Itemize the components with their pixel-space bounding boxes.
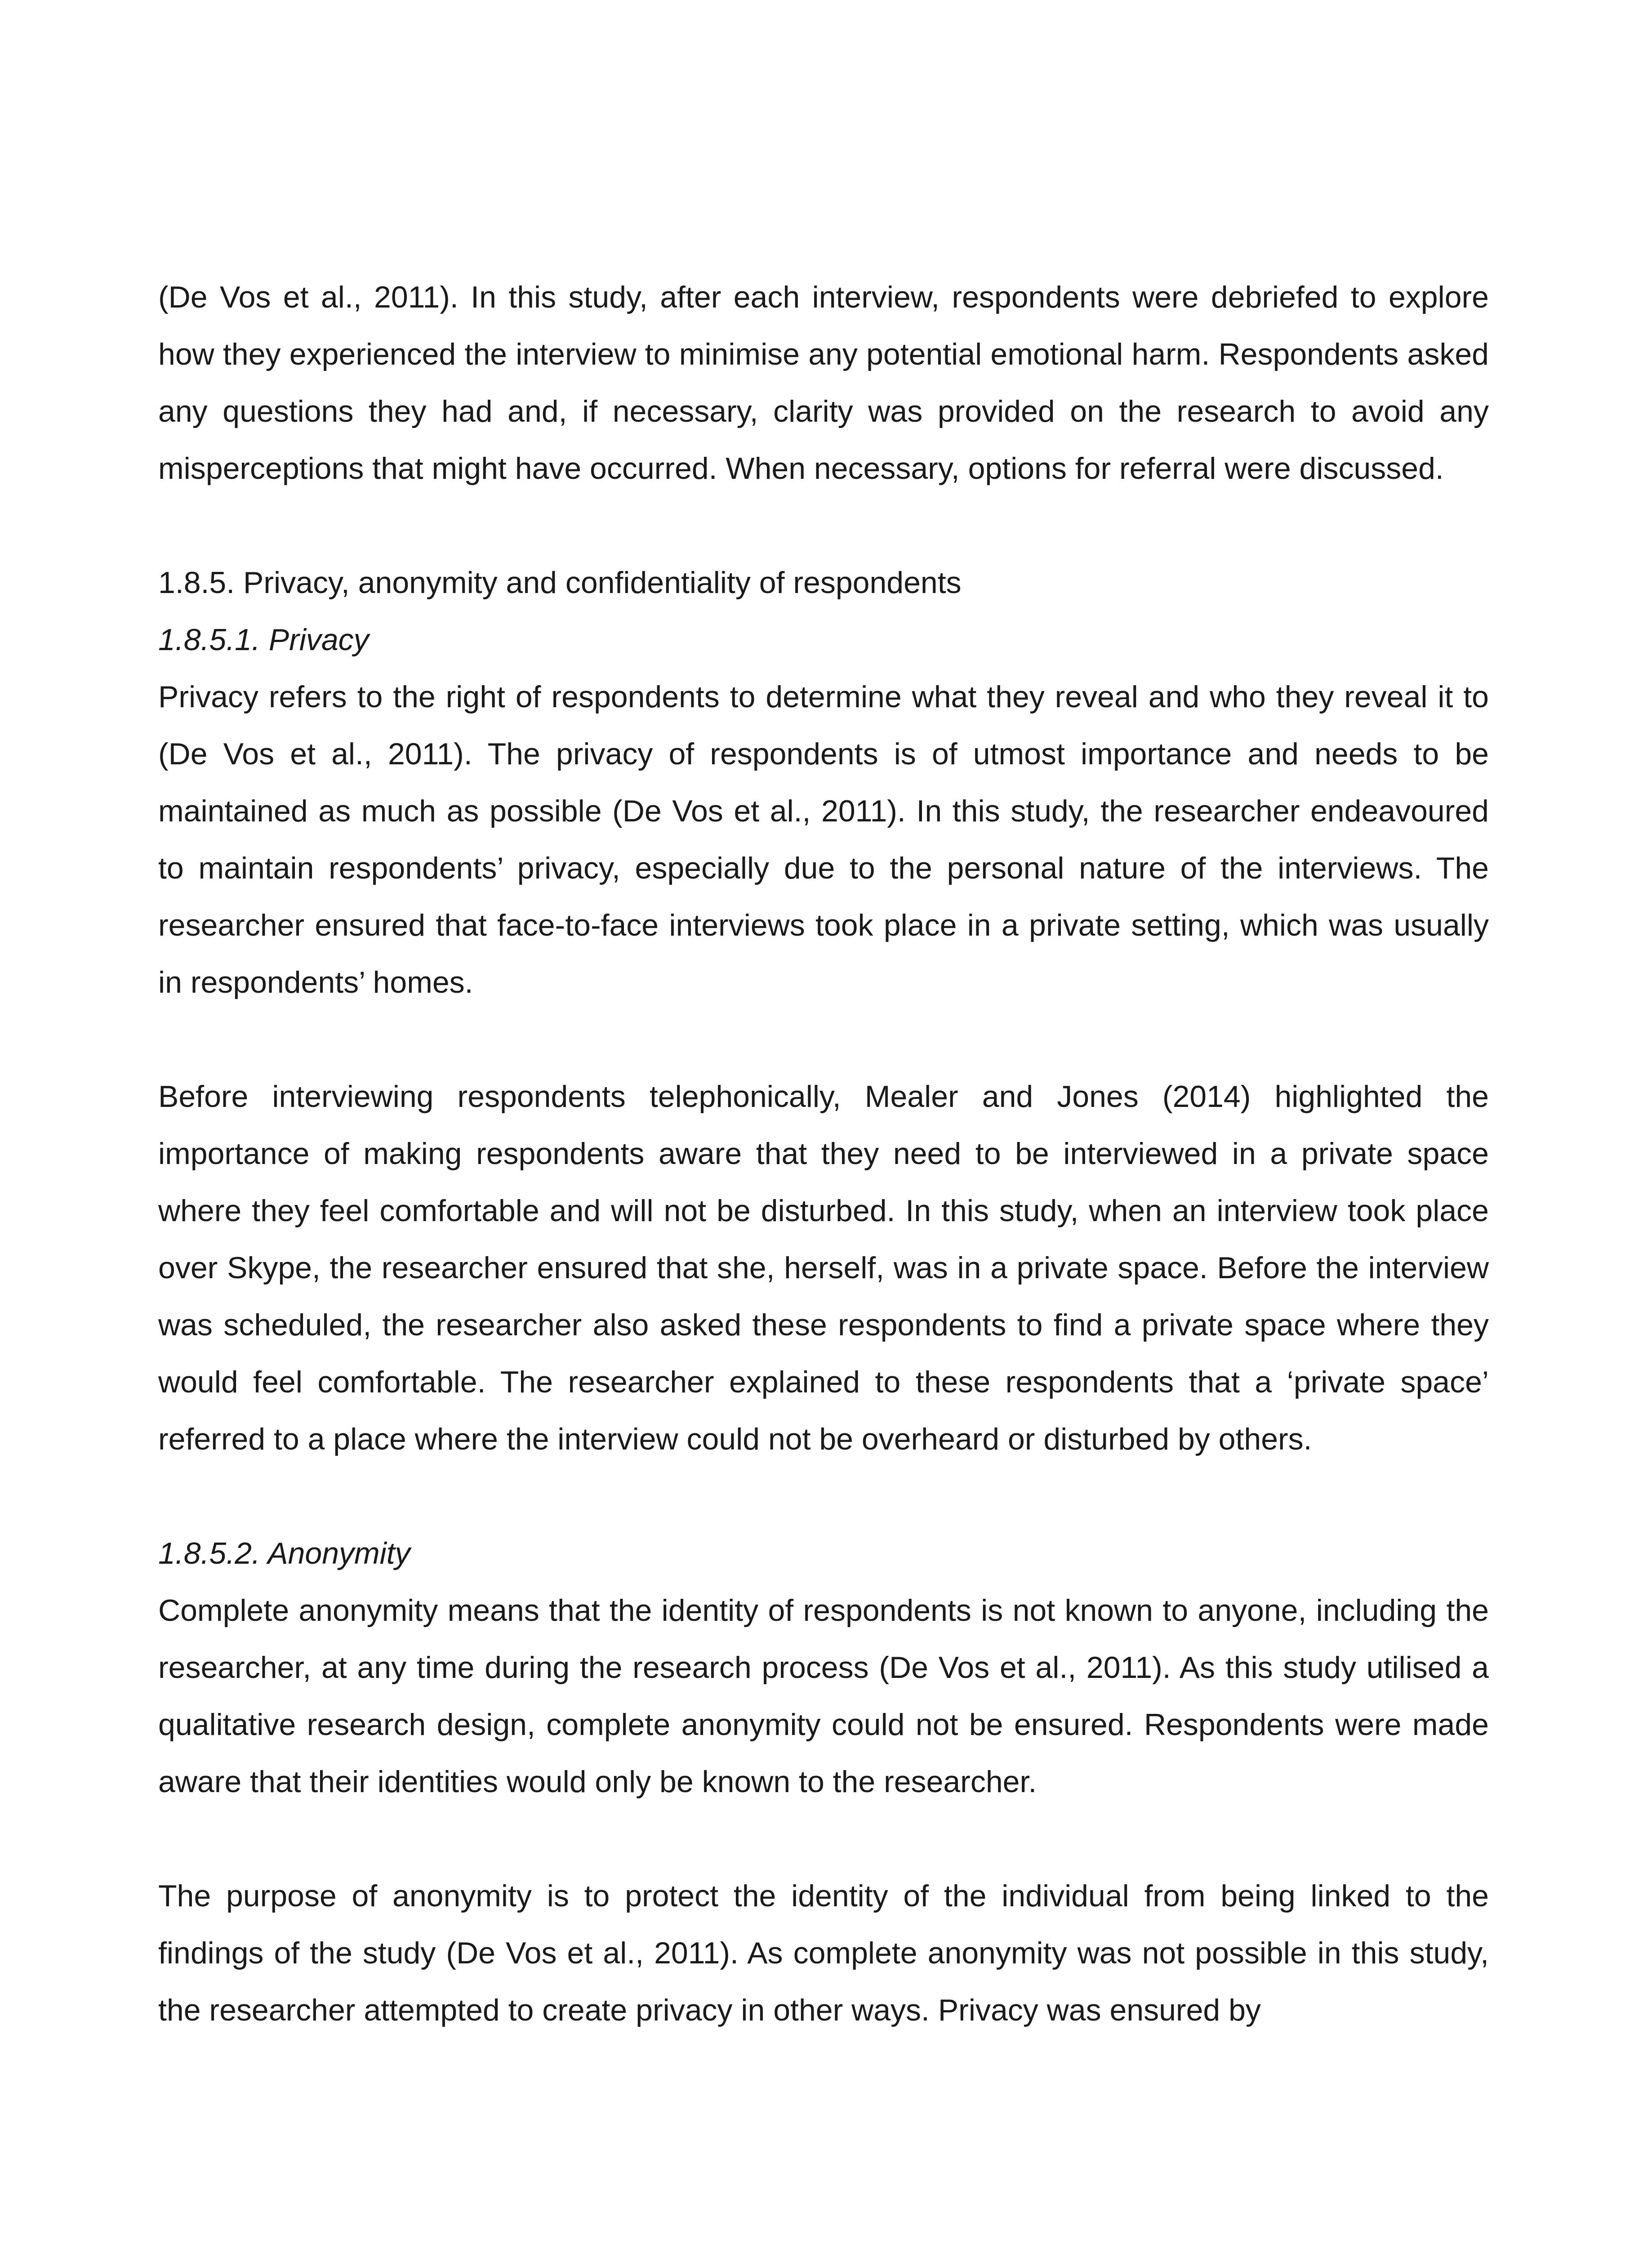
paragraph-debriefing: (De Vos et al., 2011). In this study, after each interview, respondents were debriefed to explore how they experienced the interview to minimise any potential emotional harm. Respondents asked any questions they had and, if necessary, clarity was provided on the research to avoid any misperceptions that might have occurred. When necessary, options for referral were discussed. bbox=[158, 280, 1489, 486]
paragraph-anonymity-definition: Complete anonymity means that the identity of respondents is not known to anyone, including the researcher, at any time during the research process (De Vos et al., 2011). As this study utilised a qualitative research design, complete anonymity could not be ensured. Respondents were made aware that their identities would only be known to the researcher. bbox=[158, 1593, 1489, 1799]
paragraph-privacy-definition: Privacy refers to the right of respondents to determine what they reveal and who they reveal it to (De Vos et al., 2011). The privacy of respondents is of utmost importance and needs to be maintained as much as possible (De Vos et al., 2011). In this study, the researcher endeavoured to maintain respondents’ privacy, especially due to the personal nature of the interviews. The researcher ensured that face-to-face interviews took place in a private setting, which was usually in respondents’ homes. bbox=[158, 680, 1489, 999]
paragraph-privacy-telephonic: Before interviewing respondents telephonically, Mealer and Jones (2014) highlighted the importance of making respondents aware that they need to be interviewed in a private space where they feel comfortable and will not be disturbed. In this study, when an interview took place over Skype, the researcher ensured that she, herself, was in a private space. Before the interview was scheduled, the researcher also asked these respondents to find a private space where they would feel comfortable. The researcher explained to these respondents that a ‘private space’ referred to a place where the interview could not be overheard or disturbed by others. bbox=[158, 1079, 1489, 1456]
paragraph-anonymity-purpose: The purpose of anonymity is to protect the identity of the individual from being linked to the findings of the study (De Vos et al., 2011). As complete anonymity was not possible in this study, the researcher attempted to create privacy in other ways. Privacy was ensured by bbox=[158, 1879, 1489, 2027]
section-privacy-anonymity bbox=[158, 554, 1489, 1011]
page-content bbox=[158, 269, 1489, 2039]
section-anonymity bbox=[158, 1525, 1489, 1811]
subsection-heading-privacy: 1.8.5.1. Privacy bbox=[158, 623, 369, 657]
section-heading: 1.8.5. Privacy, anonymity and confidentiality of respondents bbox=[158, 566, 962, 600]
subsection-heading-anonymity: 1.8.5.2. Anonymity bbox=[158, 1536, 410, 1570]
